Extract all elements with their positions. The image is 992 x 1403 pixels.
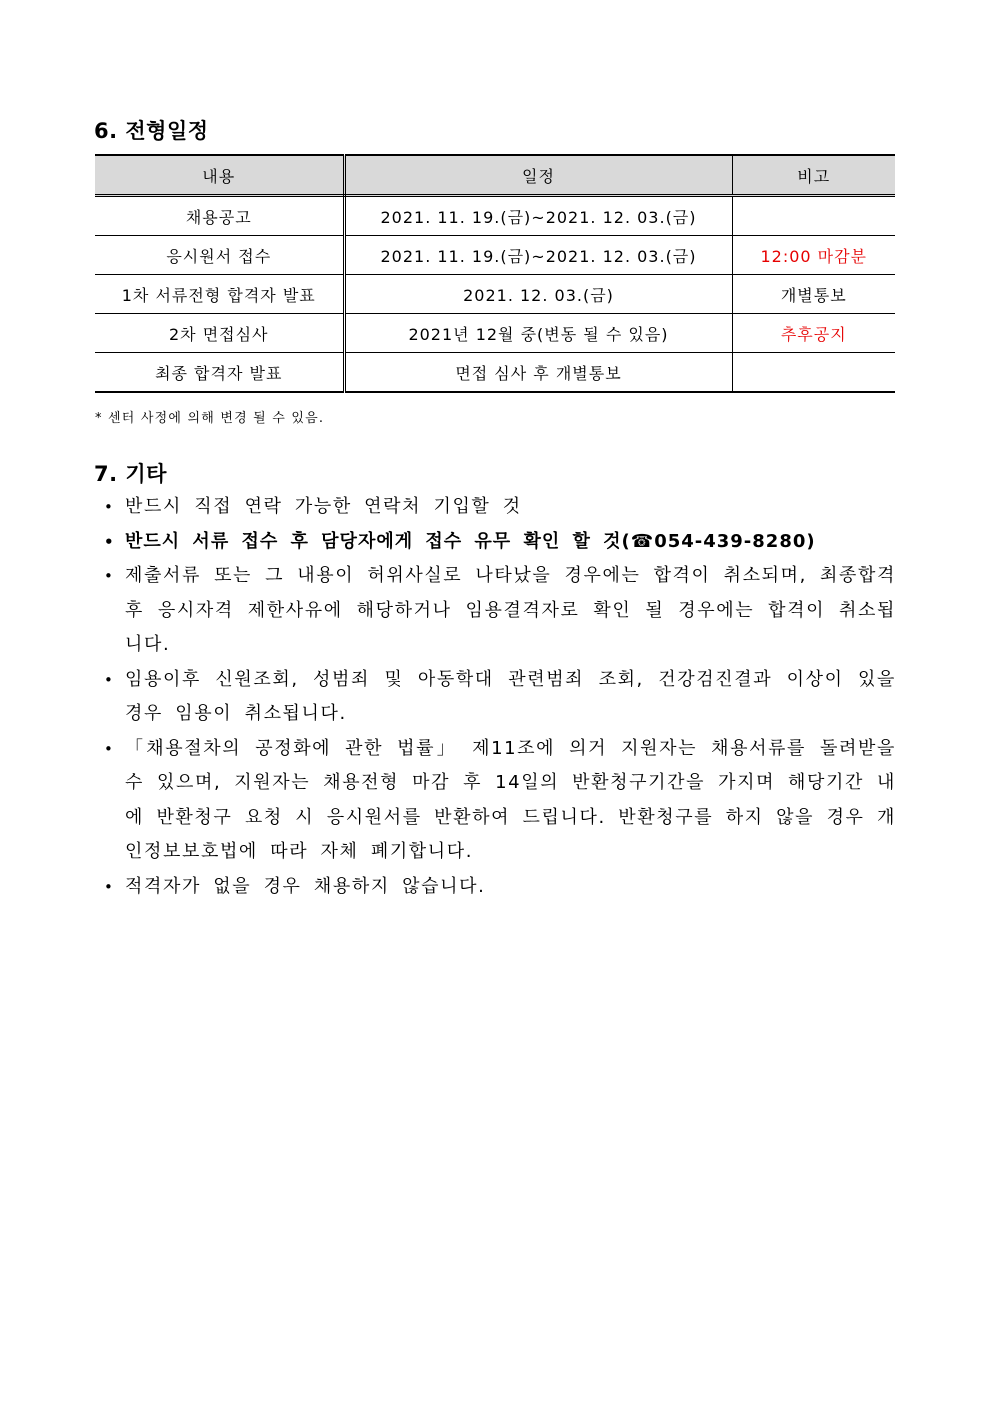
table-row	[95, 275, 895, 314]
section-7-title: 7. 기타	[94, 462, 167, 486]
table-header-row	[95, 155, 895, 196]
row-note	[732, 353, 895, 393]
list-item	[104, 870, 896, 905]
header-schedule: 일정	[344, 155, 732, 196]
bullet-icon: •	[104, 498, 115, 516]
schedule-table	[95, 154, 895, 393]
list-item-text: 「채용절차의 공정화에 관한 법률」 제11조에 의거 지원자는 채용서류를 돌려받을 수 있으며, 지원자는 채용전형 마감 후 14일의 반환청구기간을 가지며 해당기간 내에 반환청구 요청 시 응시원서를 반환하여 드립니다. 반환청구를 하지 않을 경우 개인정보보호법에 따라 자체 폐기합니다.	[125, 737, 896, 862]
row-content: 2차 면접심사	[95, 314, 344, 353]
row-note: 12:00 마감분	[732, 236, 895, 275]
list-item-text: 반드시 직접 연락 가능한 연락처 기입할 것	[125, 496, 522, 517]
bullet-icon: •	[104, 532, 115, 551]
table-row	[95, 353, 895, 393]
list-item	[104, 525, 896, 560]
table-row	[95, 314, 895, 353]
row-note: 추후공지	[732, 314, 895, 353]
list-item-text: 임용이후 신원조회, 성범죄 및 아동학대 관련범죄 조회, 건강검진결과 이상이 있을 경우 임용이 취소됩니다.	[125, 668, 896, 724]
row-schedule: 2021. 11. 19.(금)~2021. 12. 03.(금)	[344, 196, 732, 236]
table-row	[95, 236, 895, 275]
row-content: 채용공고	[95, 196, 344, 236]
schedule-footnote: * 센터 사정에 의해 변경 될 수 있음.	[95, 411, 325, 426]
table-row	[95, 196, 895, 236]
row-note	[732, 196, 895, 236]
notice-list	[104, 490, 896, 904]
bullet-icon: •	[104, 877, 115, 896]
row-content: 1차 서류전형 합격자 발표	[95, 275, 344, 314]
row-schedule: 2021년 12월 중(변동 될 수 있음)	[344, 314, 732, 353]
header-content: 내용	[95, 155, 344, 196]
row-schedule: 2021. 12. 03.(금)	[344, 275, 732, 314]
row-schedule: 면접 심사 후 개별통보	[344, 353, 732, 393]
bullet-icon: •	[104, 567, 115, 585]
bullet-icon: •	[104, 739, 115, 758]
list-item	[104, 732, 896, 870]
section-6-title: 6. 전형일정	[94, 119, 209, 143]
bullet-icon: •	[104, 670, 115, 689]
list-item-text: 반드시 서류 접수 후 담당자에게 접수 유무 확인 할 것(☎054-439-8280)	[125, 530, 816, 552]
list-item-text: 제출서류 또는 그 내용이 허위사실로 나타났을 경우에는 합격이 취소되며, 최종합격 후 응시자격 제한사유에 해당하거나 임용결격자로 확인 될 경우에는 합격이 취소됩니다.	[125, 565, 896, 655]
list-item	[104, 490, 896, 525]
row-content: 최종 합격자 발표	[95, 353, 344, 393]
list-item-text: 적격자가 없을 경우 채용하지 않습니다.	[125, 875, 486, 897]
row-schedule: 2021. 11. 19.(금)~2021. 12. 03.(금)	[344, 236, 732, 275]
row-note: 개별통보	[732, 275, 895, 314]
row-content: 응시원서 접수	[95, 236, 344, 275]
list-item	[104, 663, 896, 732]
list-item	[104, 559, 896, 663]
header-note: 비고	[732, 155, 895, 196]
